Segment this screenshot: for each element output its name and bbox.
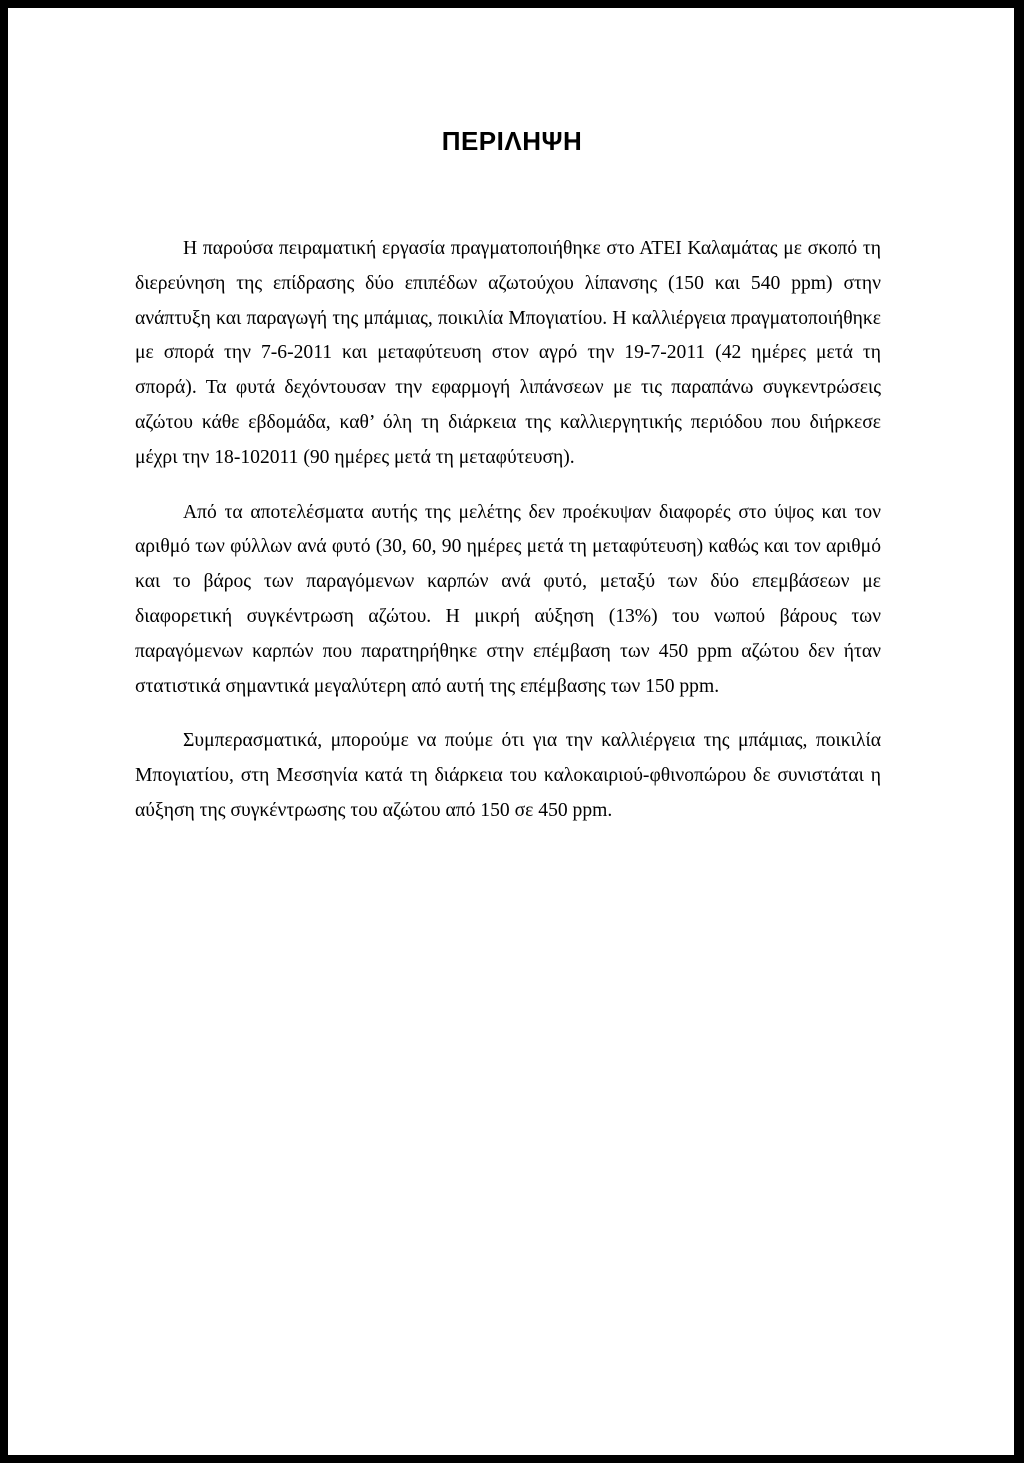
paragraph-introduction: Η παρούσα πειραματική εργασία πραγματοποιήθηκε στο ΑΤΕΙ Καλαμάτας με σκοπό τη διερεύνηση της επίδρασης δύο επιπέδων αζωτούχου λίπανσης (150 και 540 ppm) στην ανάπτυξη και παραγωγή της μπάμιας, ποικιλία Μπογιατίου. Η καλλιέργεια πραγματοποιήθηκε με σπορά την 7-6-2011 και μεταφύτευση στον αγρό την 19-7-2011 (42 ημέρες μετά τη σπορά). Τα φυτά δεχόντουσαν την εφαρμογή λιπάνσεων με τις παραπάνω συγκεντρώσεις αζώτου κάθε εβδομάδα, καθ’ όλη τη διάρκεια της καλλιεργητικής περιόδου που διήρκεσε μέχρι την 18-102011 (90 ημέρες μετά τη μεταφύτευση). (135, 238, 881, 468)
paragraph-conclusion: Συμπερασματικά, μπορούμε να πούμε ότι για την καλλιέργεια της μπάμιας, ποικιλία Μπογιατίου, στη Μεσσηνία κατά τη διάρκεια του καλοκαιριού-φθινοπώρου δε συνιστάται η αύξηση της συγκέντρωσης του αζώτου από 150 σε 450 ppm. (135, 730, 881, 821)
page-title: ΠΕΡΙΛΗΨΗ (441, 126, 583, 156)
paragraph-results: Από τα αποτελέσματα αυτής της μελέτης δεν προέκυψαν διαφορές στο ύψος και τον αριθμό των φύλλων ανά φυτό (30, 60, 90 ημέρες μετά τη μεταφύτευση) καθώς και τον αριθμό και το βάρος των παραγόμενων καρπών ανά φυτό, μεταξύ των δύο επεμβάσεων με διαφορετική συγκέντρωση αζώτου. Η μικρή αύξηση (13%) του νωπού βάρους των παραγόμενων καρπών που παρατηρήθηκε στην επέμβαση των 450 ppm αζώτου δεν ήταν στατιστικά σημαντικά μεγαλύτερη από αυτή της επέμβασης των 150 ppm. (135, 501, 881, 697)
abstract-body (135, 232, 881, 849)
